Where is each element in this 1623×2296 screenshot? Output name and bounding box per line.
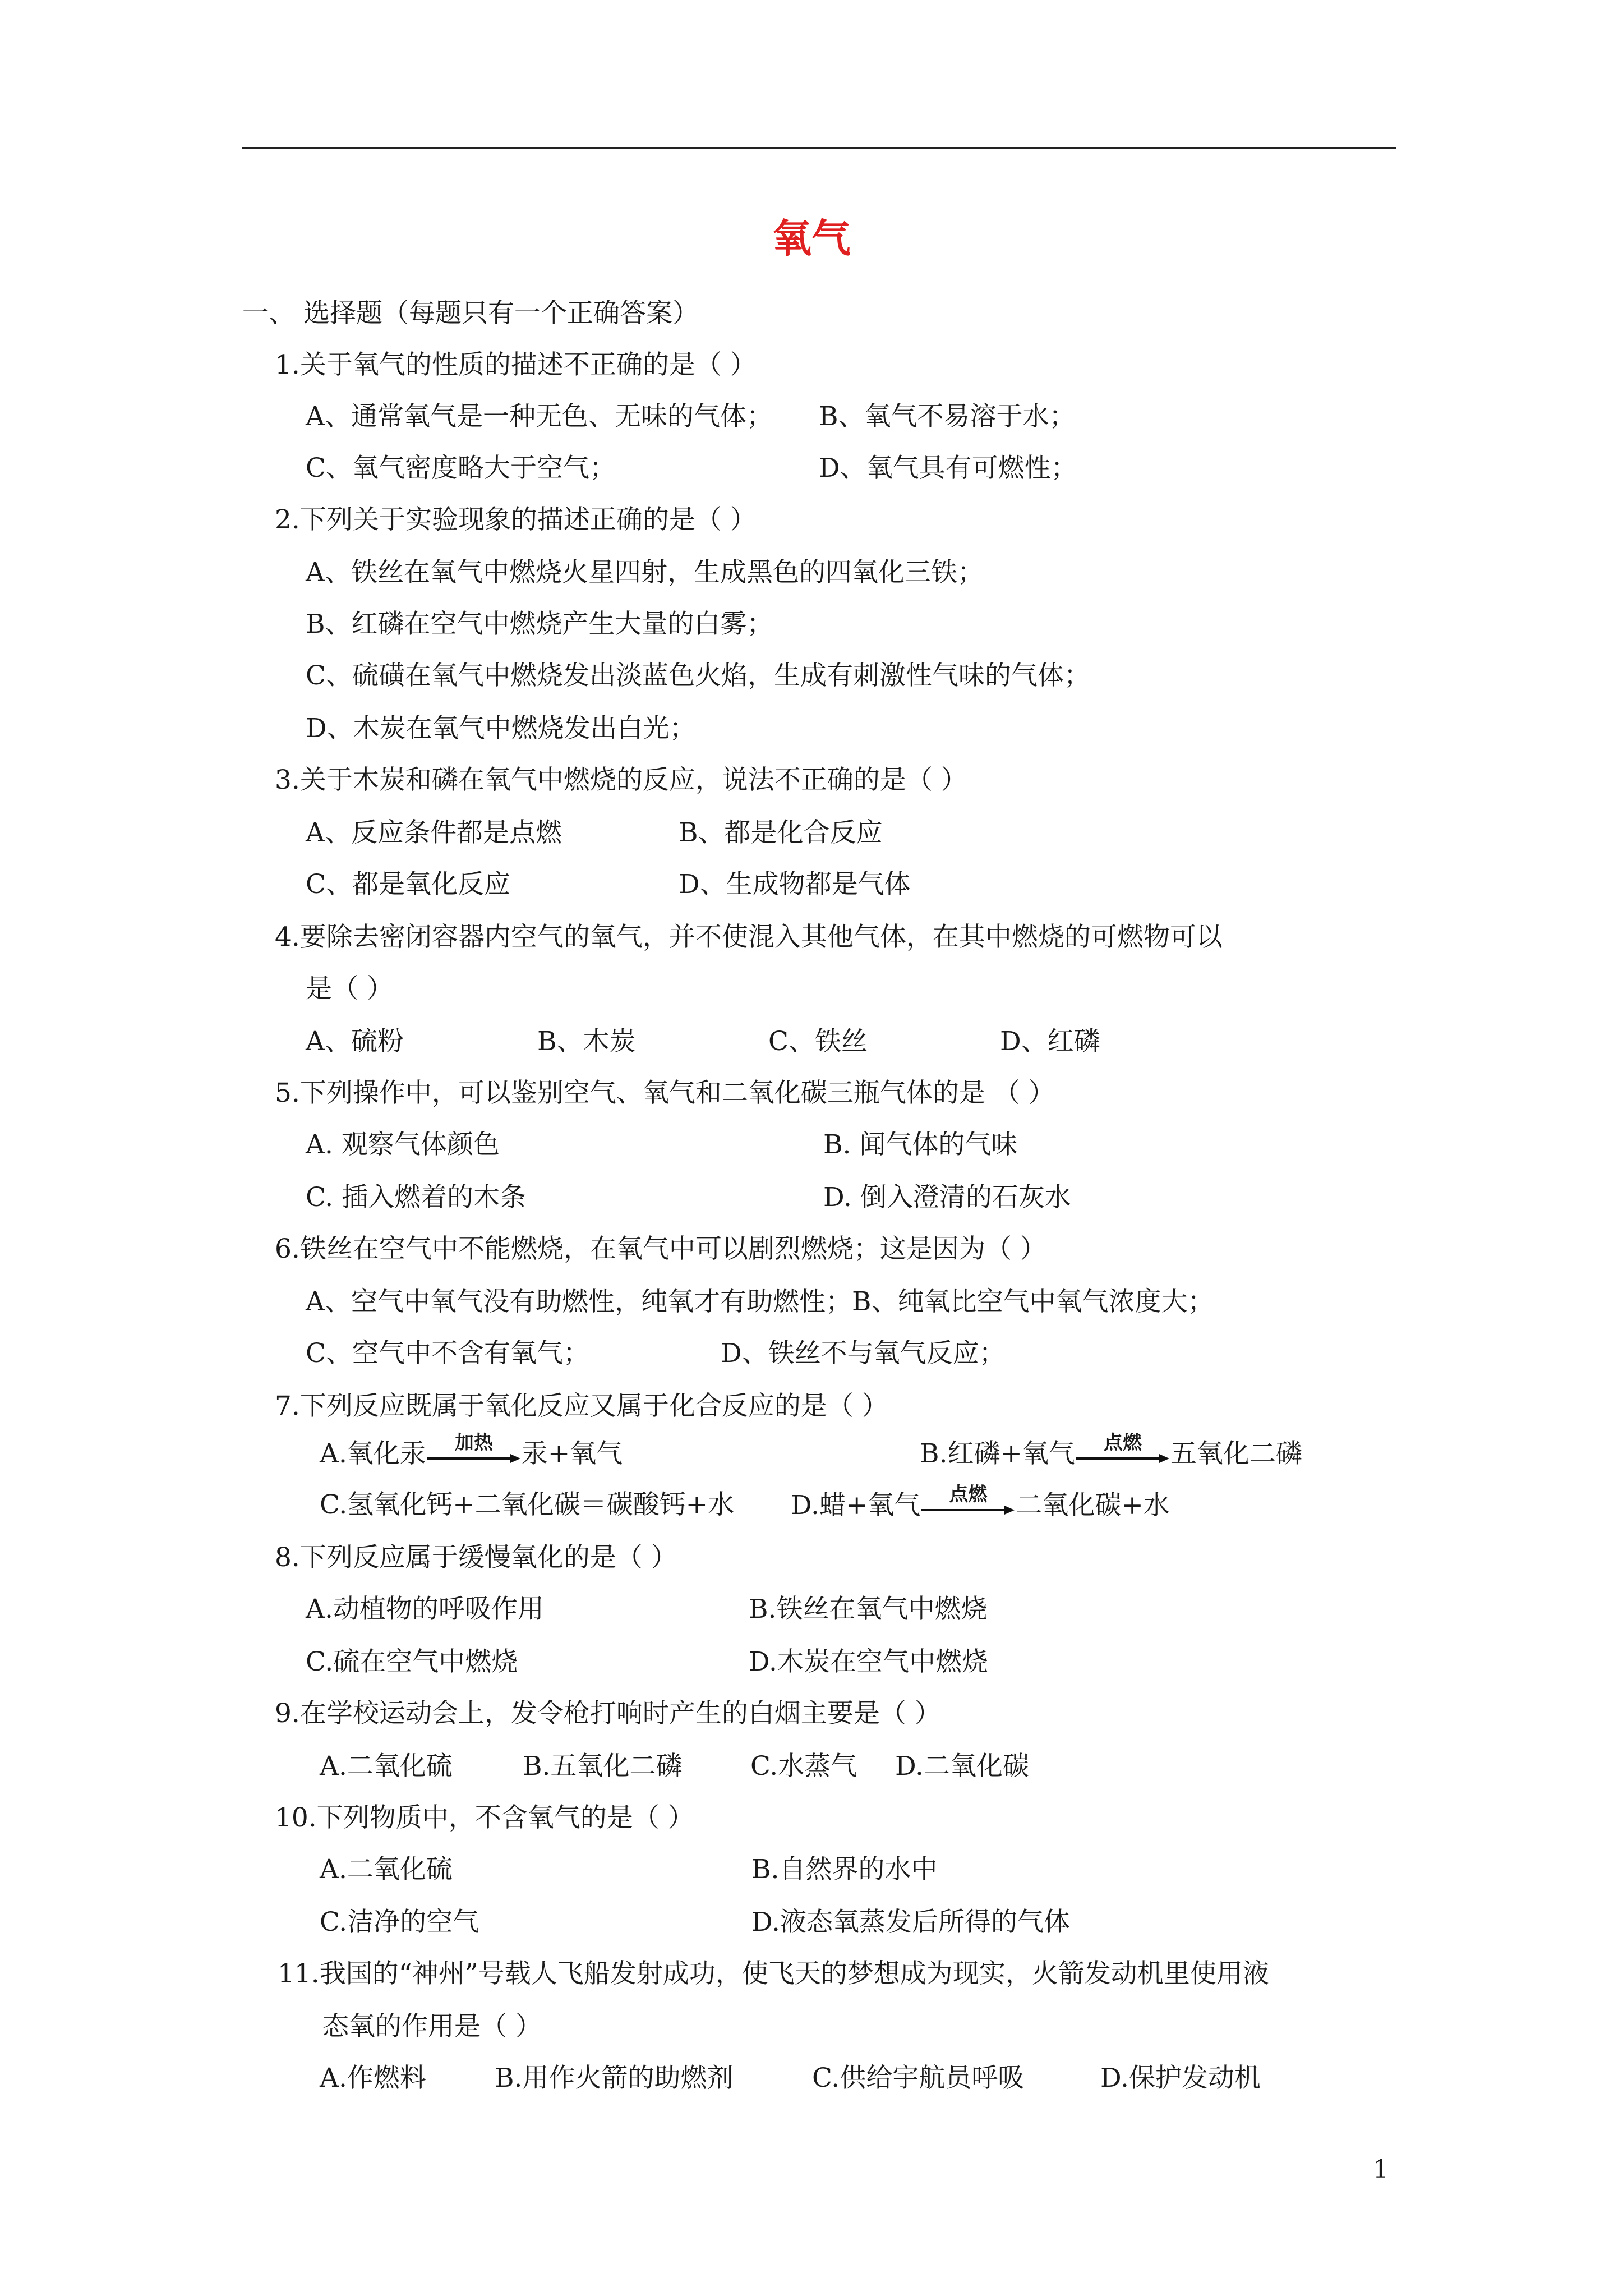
- question-8-option-b: B.铁丝在氧气中燃烧: [749, 1594, 988, 1625]
- question-8-option-c: C.硫在空气中燃烧: [306, 1646, 518, 1677]
- question-6-option-d: D、铁丝不与氧气反应；: [721, 1338, 1006, 1369]
- question-2-stem: 2.下列关于实验现象的描述正确的是（ ）: [275, 504, 757, 535]
- question-1-option-a: A、通常氧气是一种无色、无味的气体；: [306, 401, 773, 432]
- question-4-option-c: C、铁丝: [768, 1026, 868, 1057]
- question-9-option-a: A.二氧化硫: [320, 1751, 453, 1782]
- arrow-icon: [426, 1453, 522, 1464]
- question-4-option-d: D、红磷: [1000, 1026, 1100, 1057]
- reaction-arrow: [920, 1483, 1016, 1527]
- question-6-option-c: C、空气中不含有氧气；: [306, 1338, 589, 1369]
- question-8-option-a: A.动植物的呼吸作用: [306, 1594, 544, 1625]
- question-11-option-a: A.作燃料: [320, 2063, 426, 2093]
- question-3-option-a: A、反应条件都是点燃: [306, 817, 562, 848]
- question-10-stem: 10.下列物质中，不含氧气的是（ ）: [275, 1802, 694, 1833]
- question-11-option-c: C.供给宇航员呼吸: [812, 2063, 1025, 2093]
- question-11-option-b: B.用作火箭的助燃剂: [495, 2063, 734, 2093]
- question-3-stem: 3.关于木炭和磷在氧气中燃烧的反应，说法不正确的是（ ）: [275, 765, 967, 795]
- question-7-stem: 7.下列反应既属于氧化反应又属于化合反应的是（ ）: [275, 1391, 888, 1421]
- question-5-option-d: D. 倒入澄清的石灰水: [823, 1182, 1071, 1213]
- reaction-condition: 加热: [454, 1432, 493, 1454]
- question-5-option-c: C. 插入燃着的木条: [306, 1182, 527, 1213]
- question-10-option-b: B.自然界的水中: [751, 1854, 938, 1885]
- question-5-stem: 5.下列操作中，可以鉴别空气、氧气和二氧化碳三瓶气体的是 （ ）: [275, 1078, 1055, 1108]
- question-1-stem: 1.关于氧气的性质的描述不正确的是（ ）: [275, 349, 757, 380]
- arrow-icon: [1075, 1453, 1170, 1464]
- question-7-option-c: C.氢氧化钙+二氧化碳＝碳酸钙+水: [320, 1489, 734, 1520]
- question-4-option-b: B、木炭: [537, 1026, 636, 1057]
- product-text: 五氧化二磷: [1170, 1438, 1302, 1469]
- question-1-option-d: D、氧气具有可燃性；: [819, 453, 1077, 484]
- question-7-option-b: [920, 1432, 1302, 1475]
- question-2-option-a: A、铁丝在氧气中燃烧火星四射，生成黑色的四氧化三铁；: [306, 557, 984, 588]
- question-10-option-a: A.二氧化硫: [320, 1854, 453, 1885]
- question-10-option-d: D.液态氧蒸发后所得的气体: [751, 1907, 1070, 1938]
- question-8-stem: 8.下列反应属于缓慢氧化的是（ ）: [275, 1542, 677, 1573]
- reaction-condition: 点燃: [949, 1483, 988, 1506]
- product-text: 二氧化碳+水: [1016, 1490, 1170, 1521]
- question-5-option-b: B. 闻气体的气味: [823, 1129, 1018, 1160]
- question-11-stem: 11.我国的“神州”号载人飞船发射成功，使飞天的梦想成为现实，火箭发动机里使用液: [278, 1958, 1269, 1989]
- question-9-option-d: D.二氧化碳: [895, 1751, 1029, 1782]
- reaction-arrow: [1075, 1432, 1170, 1475]
- reactant-text: A.氧化汞: [320, 1438, 426, 1469]
- question-2-option-c: C、硫磺在氧气中燃烧发出淡蓝色火焰，生成有刺激性气味的气体；: [306, 660, 1090, 691]
- question-1-option-c: C、氧气密度略大于空气；: [306, 453, 616, 484]
- question-11-option-d: D.保护发动机: [1100, 2063, 1261, 2093]
- question-4-stem: 4.要除去密闭容器内空气的氧气，并不使混入其他气体，在其中燃烧的可燃物可以: [275, 922, 1223, 953]
- section-heading: 一、 选择题（每题只有一个正确答案）: [242, 298, 699, 329]
- page-number: 1: [1373, 2155, 1389, 2184]
- page-title: 氧气: [772, 215, 851, 261]
- question-1-option-b: B、氧气不易溶于水；: [819, 401, 1076, 432]
- question-8-option-d: D.木炭在空气中燃烧: [749, 1646, 988, 1677]
- reactant-text: B.红磷+氧气: [920, 1438, 1075, 1469]
- question-6-stem: 6.铁丝在空气中不能燃烧，在氧气中可以剧烈燃烧；这是因为（ ）: [275, 1234, 1046, 1264]
- question-9-option-c: C.水蒸气: [750, 1751, 857, 1782]
- question-9-stem: 9.在学校运动会上，发令枪打响时产生的白烟主要是（ ）: [275, 1698, 941, 1729]
- question-7-option-d: [791, 1483, 1170, 1527]
- arrow-icon: [920, 1504, 1016, 1516]
- question-6-options-ab: A、空气中氧气没有助燃性，纯氧才有助燃性；B、纯氧比空气中氧气浓度大；: [306, 1286, 1214, 1317]
- question-9-option-b: B.五氧化二磷: [523, 1751, 683, 1782]
- reaction-arrow: [426, 1432, 522, 1475]
- question-10-option-c: C.洁净的空气: [320, 1907, 479, 1938]
- question-5-option-a: A. 观察气体颜色: [306, 1129, 500, 1160]
- reactant-text: D.蜡+氧气: [791, 1490, 921, 1521]
- question-3-option-b: B、都是化合反应: [679, 817, 883, 848]
- question-2-option-d: D、木炭在氧气中燃烧发出白光；: [306, 713, 696, 744]
- reaction-condition: 点燃: [1103, 1432, 1142, 1454]
- question-4-option-a: A、硫粉: [306, 1026, 404, 1057]
- question-4-stem-continued: 是（ ）: [306, 973, 393, 1004]
- product-text: 汞+氧气: [521, 1438, 623, 1469]
- question-3-option-c: C、都是氧化反应: [306, 869, 510, 900]
- question-11-stem-continued: 态氧的作用是（ ）: [322, 2011, 542, 2042]
- question-3-option-d: D、生成物都是气体: [679, 869, 911, 900]
- question-7-option-a: [320, 1432, 623, 1475]
- header-rule: [242, 147, 1396, 149]
- question-2-option-b: B、红磷在空气中燃烧产生大量的白雾；: [306, 609, 773, 639]
